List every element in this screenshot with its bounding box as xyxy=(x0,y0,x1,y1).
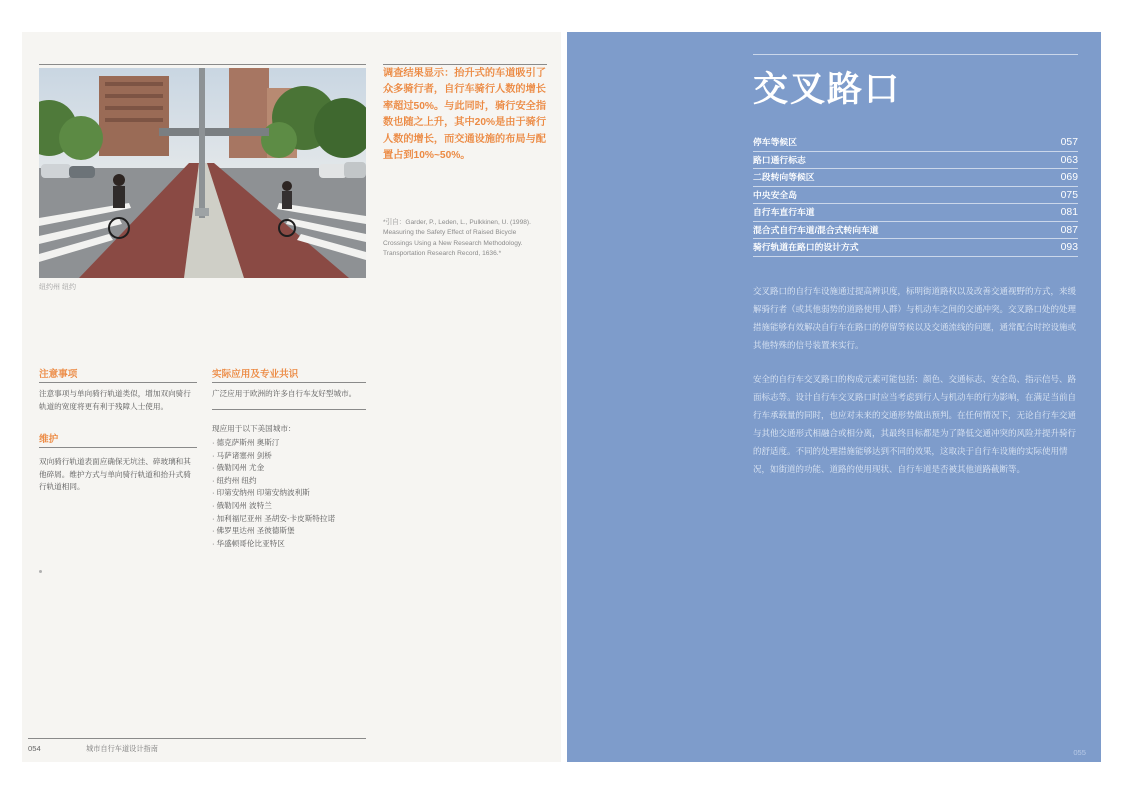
practice-rule-2 xyxy=(212,409,366,410)
notes-body: 注意事项与单向骑行轨道类似，增加双向骑行轨道的宽度将更有利于残障人士使用。 xyxy=(39,389,191,411)
running-title: 城市自行车道设计指南 xyxy=(86,744,158,753)
notes-rule xyxy=(39,382,197,383)
left-page xyxy=(22,32,561,762)
city-item: · 纽约州 纽约 xyxy=(212,475,335,488)
maintenance-title: 维护 xyxy=(39,434,59,445)
toc-entry-page: 075 xyxy=(1060,189,1078,201)
city-item: · 印第安纳州 印第安纳波利斯 xyxy=(212,487,335,500)
toc-entry-page: 069 xyxy=(1060,172,1078,183)
city-item: · 华盛顿哥伦比亚特区 xyxy=(212,538,335,551)
toc-entry[interactable] xyxy=(753,222,1078,240)
toc-entry-page: 087 xyxy=(1060,224,1078,236)
toc-entry-label: 二段转向等候区 xyxy=(753,172,815,182)
intro-paragraph-2: 安全的自行车交叉路口的构成元素可能包括：颜色、交通标志、安全岛、指示信号、路面标志等。设计自行车交叉路口时应当考虑到行人与机动车的行为影响，在满足当前自行车承载量的同时，也应对未来的交通形势做出预判。在任何情况下，无论自行车交通与其他交通形式相融合或相分离，其最终目标都是为了降低交通冲突的风险并提升骑行的舒适度。不同的处理措施能够达到不同的效果，这取决于自行车设施的实际使用情况，如街道的功能、道路的使用现状、自行车道是否被其他道路截断等。 xyxy=(753,374,1077,474)
top-rule xyxy=(39,64,366,65)
photo-caption: 纽约州 纽约 xyxy=(39,284,76,291)
toc-entry-page: 057 xyxy=(1060,137,1078,148)
practice-title: 实际应用及专业共识 xyxy=(212,369,299,380)
practice-body: 广泛应用于欧洲的许多自行车友好型城市。 xyxy=(212,389,357,398)
quote-top-rule xyxy=(383,64,547,65)
toc-entry-page: 093 xyxy=(1060,242,1078,253)
toc-entry[interactable] xyxy=(753,152,1078,170)
pull-quote: 调查结果显示：抬升式的车道吸引了众多骑行者，自行车骑行人数的增长率超过50%。与此同时，骑行安全指数也随之上升，其中20%是由于骑行人数的增长，而交通设施的布局与配置占到10%~50%。 xyxy=(383,68,547,162)
bike-lane-photo xyxy=(39,68,366,278)
city-list xyxy=(212,437,335,550)
toc-entry[interactable] xyxy=(753,134,1078,152)
toc-entry-label: 停车等候区 xyxy=(753,137,797,147)
toc-entry-label: 混合式自行车道/混合式转向车道 xyxy=(753,224,879,235)
toc-entry-label: 骑行轨道在路口的设计方式 xyxy=(753,242,859,252)
page-mark xyxy=(39,570,42,573)
chapter-top-rule xyxy=(753,54,1078,55)
toc-entry[interactable] xyxy=(753,169,1078,187)
page-number-left: 054 xyxy=(28,744,41,753)
toc-entry[interactable] xyxy=(753,204,1078,222)
cities-intro: 现应用于以下美国城市： xyxy=(212,424,296,433)
chapter-title: 交叉路口 xyxy=(753,70,902,109)
right-page xyxy=(567,32,1101,762)
citation: *引自：Garder, P., Leden, L., Pulkkinen, U. (1998). Measuring the Safety Effect of Raised Bicycle Crossings Using a New Research Methodology. Transportation Research Record, 1636.* xyxy=(383,219,531,258)
toc-entry-page: 081 xyxy=(1060,207,1078,218)
city-item: · 马萨诸塞州 剑桥 xyxy=(212,450,335,463)
intro-paragraph-1: 交叉路口的自行车设施通过提高辨识度，标明街道路权以及改善交通视野的方式，来缓解骑行者（或其他弱势的道路使用人群）与机动车之间的交通冲突。交叉路口处的处理措施能够有效解决自行车在路口的停留等候以及交通流线的问题，通常配合时控设施或其他特殊的信号装置来实行。 xyxy=(753,286,1077,350)
practice-rule xyxy=(212,382,366,383)
maintenance-body: 双向骑行轨道表面应确保无坑洼、碎玻璃和其他碎屑。维护方式与单向骑行轨道和抬升式骑行轨道相同。 xyxy=(39,457,191,492)
toc-entry-page: 063 xyxy=(1060,154,1078,166)
notes-title: 注意事项 xyxy=(39,369,78,380)
city-item: · 加利福尼亚州 圣胡安-卡皮斯特拉诺 xyxy=(212,513,335,526)
toc-entry-label: 自行车直行车道 xyxy=(753,207,815,217)
city-item: · 德克萨斯州 奥斯汀 xyxy=(212,437,335,450)
city-item: · 俄勒冈州 尤金 xyxy=(212,462,335,475)
toc-entry-label: 中央安全岛 xyxy=(753,189,797,200)
page-number-right: 055 xyxy=(1073,748,1086,757)
bike-lane-photo-illustration xyxy=(39,68,366,278)
city-item: · 佛罗里达州 圣彼德斯堡 xyxy=(212,525,335,538)
city-item: · 俄勒冈州 波特兰 xyxy=(212,500,335,513)
toc-entry[interactable] xyxy=(753,239,1078,257)
table-of-contents xyxy=(753,134,1078,257)
toc-entry-label: 路口通行标志 xyxy=(753,154,806,165)
toc-entry[interactable] xyxy=(753,187,1078,205)
footer-rule xyxy=(28,738,366,739)
maintenance-rule xyxy=(39,447,197,448)
